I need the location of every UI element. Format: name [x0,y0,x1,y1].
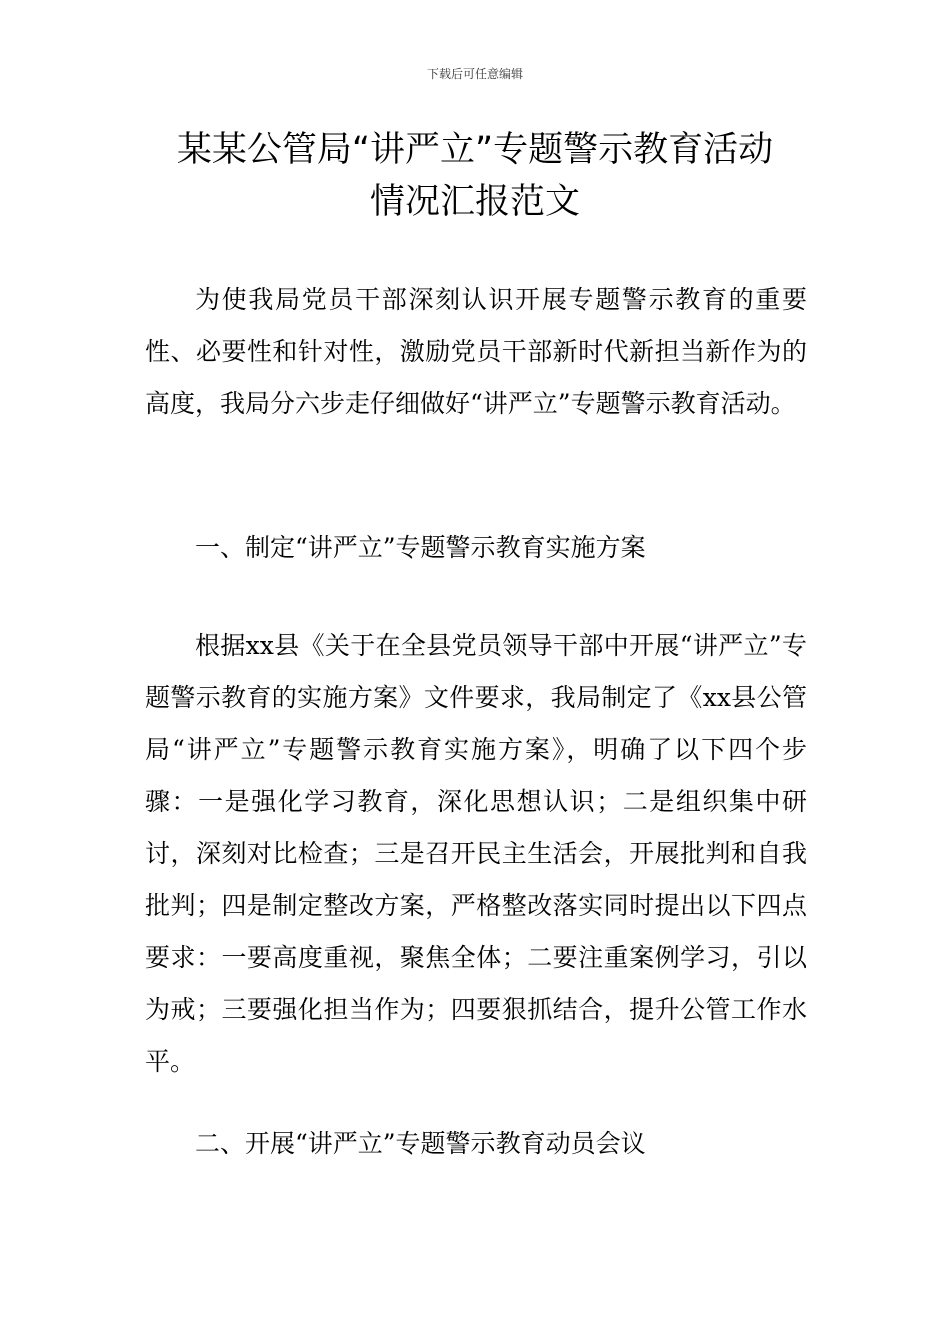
section-1-paragraph: 根据xx县《关于在全县党员领导干部中开展“讲严立”专题警示教育的实施方案》文件要求，我局制定了《xx县公管局“讲严立”专题警示教育实施方案》，明确了以下四个步骤：一是强化学习教育，深化思想认识；二是组织集中研讨，深刻对比检查；三是召开民主生活会，开展批判和自我批判；四是制定整改方案，严格整改落实同时提出以下四点要求：一要高度重视，聚焦全体；二要注重案例学习，引以为戒；三要强化担当作为；四要狠抓结合，提升公管工作水平。 [145,631,807,1076]
header-note: 下载后可任意编辑 [426,67,523,81]
document-title [100,124,850,228]
section-heading-2: 二、开展“讲严立”专题警示教育动员会议 [195,1129,646,1158]
title-line-1: 某某公管局“讲严立”专题警示教育活动 [176,130,774,170]
section-heading-1: 一、制定“讲严立”专题警示教育实施方案 [195,533,646,562]
title-line-2: 情况汇报范文 [369,182,580,222]
intro-paragraph: 为使我局党员干部深刻认识开展专题警示教育的重要性、必要性和针对性，激励党员干部新时代新担当新作为的高度，我局分六步走仔细做好“讲严立”专题警示教育活动。 [145,285,807,418]
